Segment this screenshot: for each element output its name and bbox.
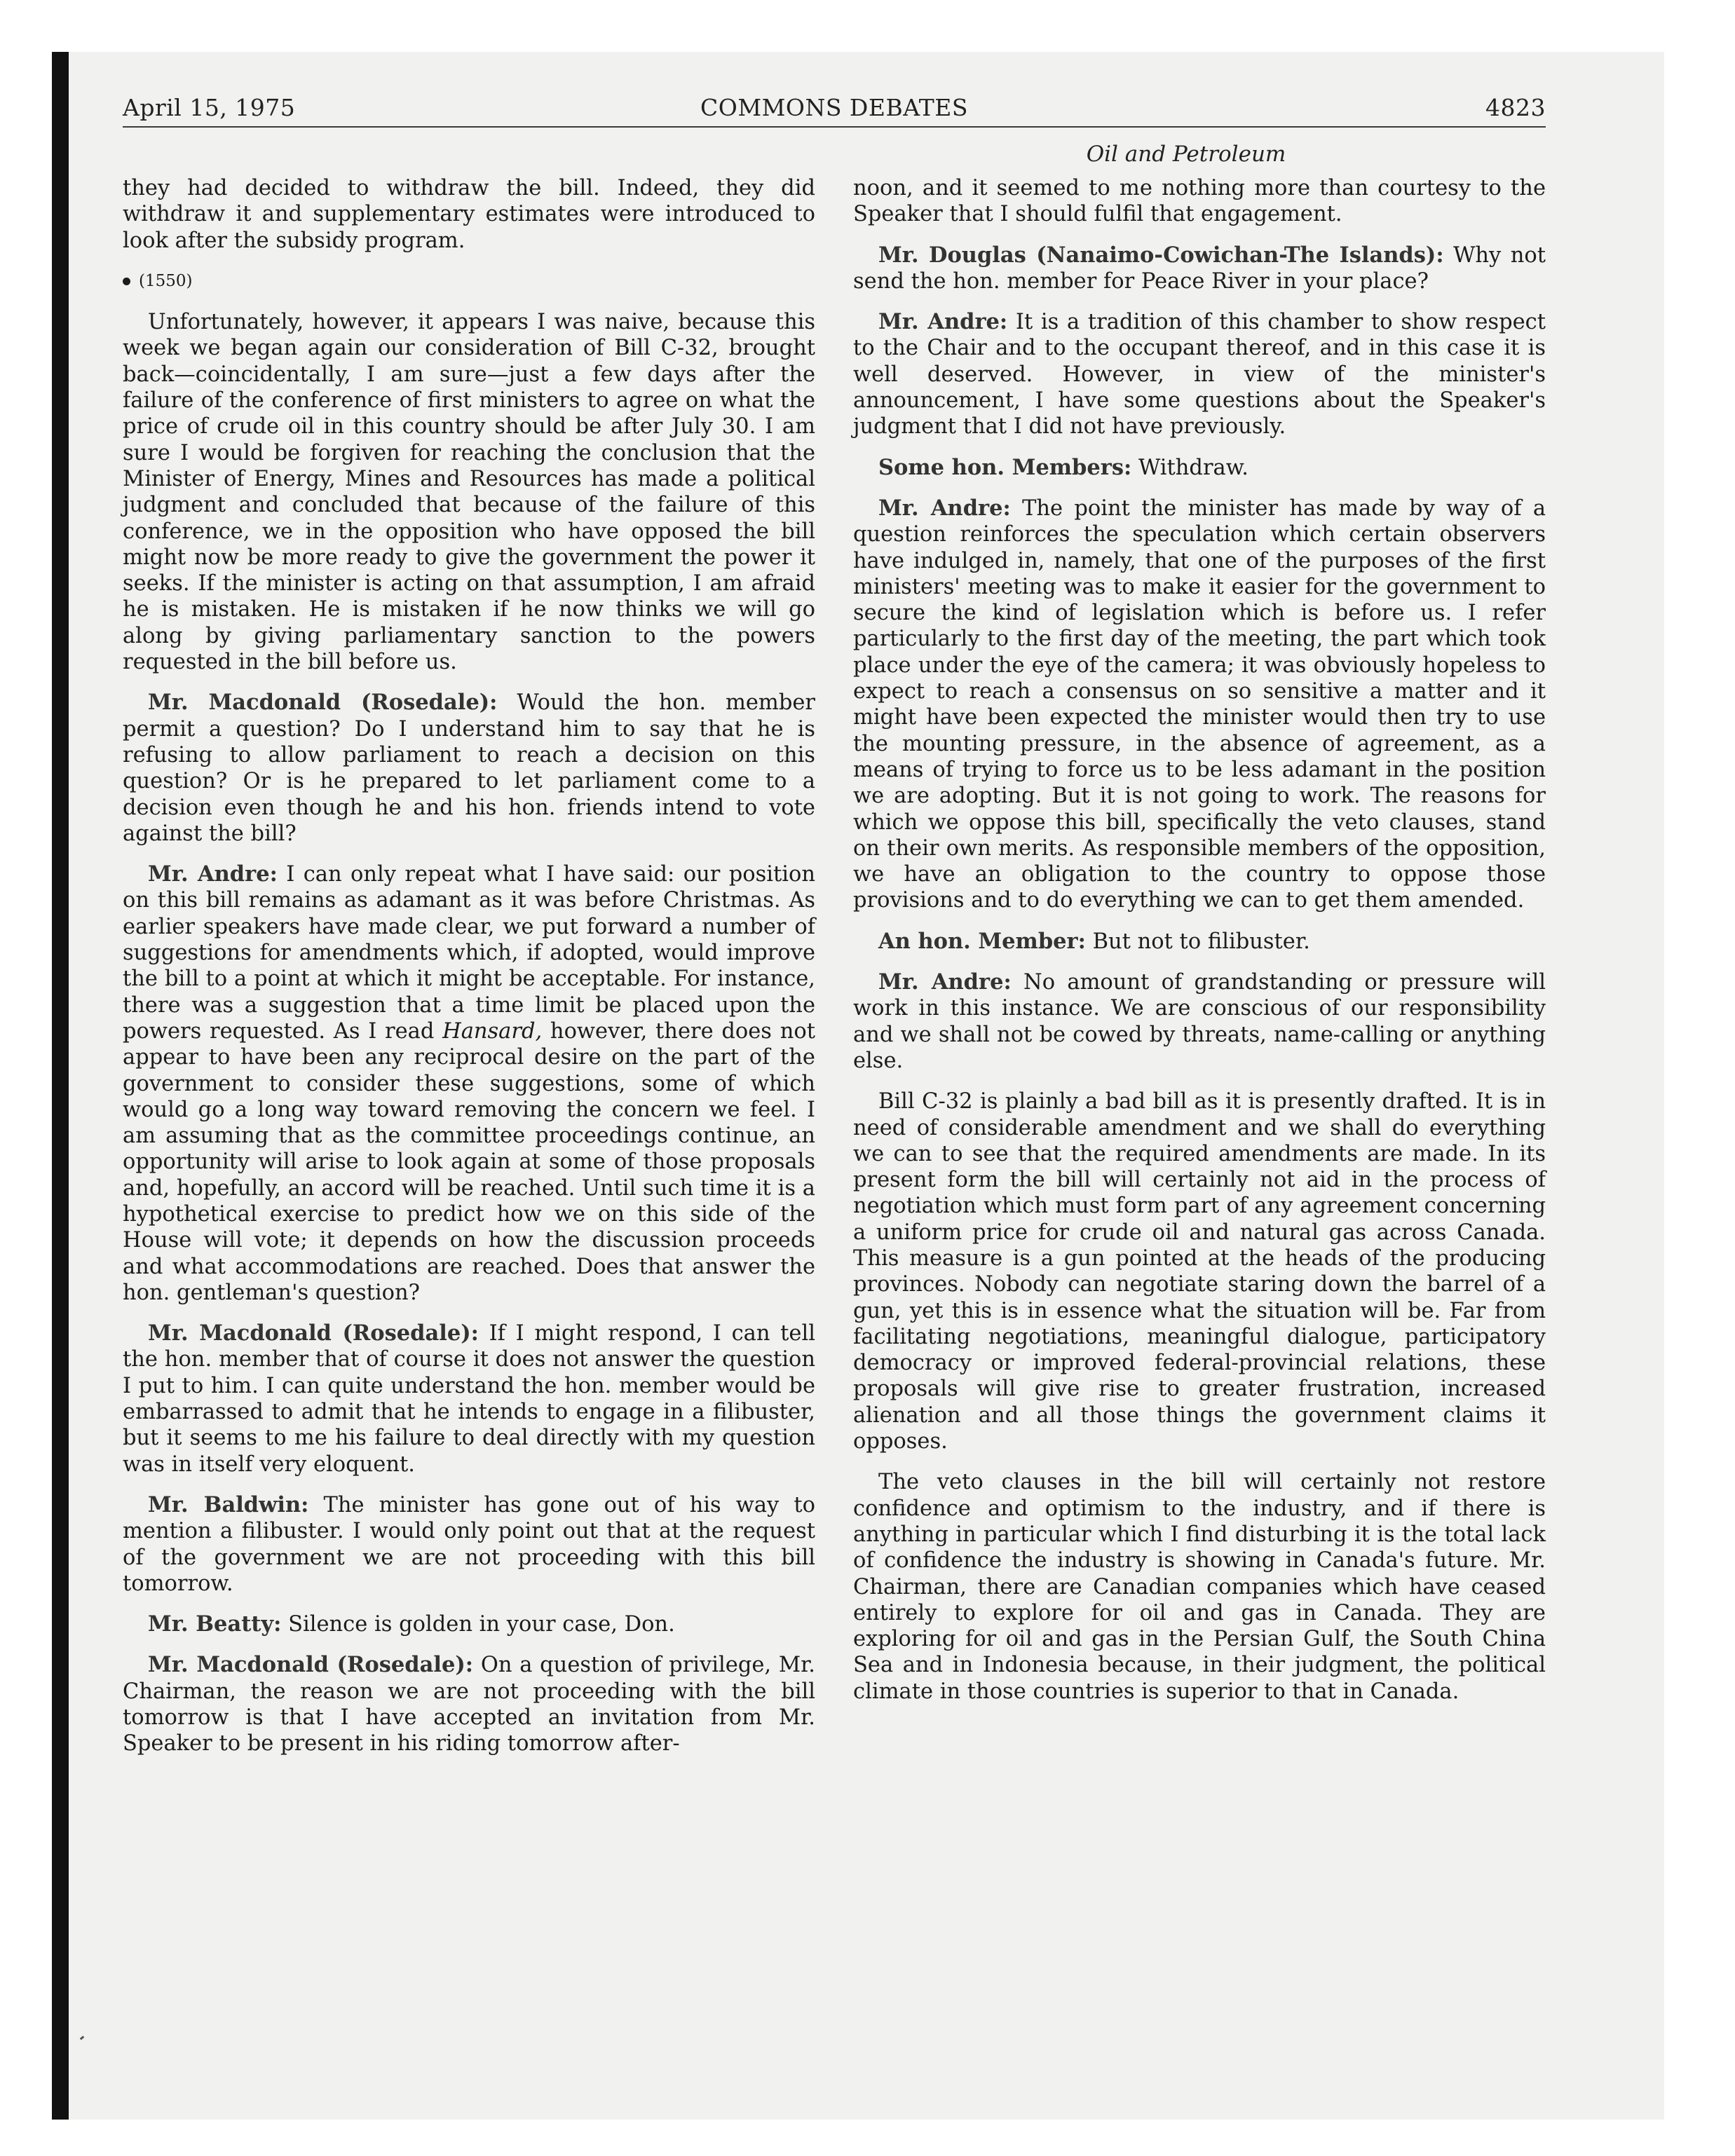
speaker-name: Mr. Macdonald (Rosedale): [148,1652,474,1678]
speech-text: Silence is golden in your case, Don. [288,1612,675,1637]
speech [123,1611,815,1637]
speaker-name: Mr. Macdonald (Rosedale): [148,1321,479,1346]
speaker-name: Mr. Andre: [878,309,1008,335]
speech-text: On a question of privilege, Mr. Chairman, the reason we are not proceeding with the bill tomorrow is that I have accepted an invitation from Mr. Speaker to be present in his riding tomorrow after- [123,1653,815,1756]
paragraph [853,1089,1546,1454]
speech [123,1321,815,1478]
speaker-name: Mr. Andre: [878,969,1012,995]
timestamp [123,268,815,294]
header-page-number: 4823 [1485,94,1546,121]
running-head [123,91,1546,128]
paragraph-text: Unfortunately, however, it appears I was naive, because this week we began again our consideration of Bill C-32, brought back—coincidentally, I am sure—just a few days after the failure of the conference of first ministers to agree on what the price of crude oil in this country should be after July 30. I am sure I would be forgiven for reaching the conclusion that the Minister of Energy, Mines and Resources has made a political judgment and concluded that because of the failure of this conference, we in the opposition who have opposed the bill might now be more ready to give the government the power it seeks. If the minister is acting on that assumption, I am afraid he is mistaken. He is mistaken if he now thinks we will go along by giving parliamentary sanction to the powers requested in the bill before us. [123,310,815,675]
scan-edge-shadow [52,52,69,2120]
speech [123,861,815,1306]
speech [853,969,1546,1074]
speech-text: But not to filibuster. [1092,929,1310,954]
left-column [123,175,815,1772]
speaker-name: Mr. Macdonald (Rosedale): [148,690,498,716]
speech [123,1492,815,1597]
speaker-name: Mr. Andre: [878,495,1011,521]
speech-text: Withdraw. [1138,455,1248,480]
speech [853,496,1546,914]
header-title: COMMONS DEBATES [700,94,968,121]
paragraph [853,175,1546,228]
speech [853,309,1546,439]
header-date: April 15, 1975 [123,94,296,121]
hansard-italic: Hansard, [442,1018,543,1044]
speech-text: It is a tradition of this chamber to show respect to the Chair and to the occupant thereof, and in this case it is well deserved. However, in view of the minister's announcement, I have some questions about the Speaker's judgment that I did not have previously. [853,310,1546,439]
paragraph-text: The veto clauses in the bill will certainly not restore confidence and optimism to the industry, and if there is anything in particular which I find disturbing it is the total lack of confidence the industry is showing in Canada's future. Mr. Chairman, there are Canadian companies which have ceased entirely to explore for oil and gas in Canada. They are exploring for oil and gas in the Persian Gulf, the South China Sea and in Indonesia because, in their judgment, the political climate in those countries is superior to that in Canada. [853,1470,1546,1704]
paragraph-text: they had decided to withdraw the bill. Indeed, they did withdraw it and supplementary estimates were introduced to look after the subsidy program. [123,176,815,253]
paragraph-text: Bill C-32 is plainly a bad bill as it is presently drafted. It is in need of considerable amendment and we shall do everything we can to see that the required amendments are made. In its present form the bill will certainly not aid in the process of negotiation which must form part of any agreement concerning a uniform price for crude oil and natural gas across Canada. This measure is a gun pointed at the heads of the producing provinces. Nobody can negotiate staring down the barrel of a gun, yet this is in essence what the situation will be. Far from facilitating negotiations, meaningful dialogue, participatory democracy or improved federal-provincial relations, these proposals will give rise to greater frustration, increased alienation and all those things the government claims it opposes. [853,1089,1546,1454]
speaker-name: An hon. Member: [878,928,1086,954]
speaker-name: Some hon. Members: [878,454,1132,480]
speech [853,929,1546,955]
timestamp-text: (1550) [139,271,193,290]
speech-text: The point the minister has made by way of a question reinforces the speculation which certain observers have indulged in, namely, that one of the purposes of the first ministers' meeting was to make it easier for the government to secure the kind of legislation which is before us. I refer particularly to the first day of the meeting, the part which took place under the eye of the camera; it was obviously hopeless to expect to reach a consensus on so sensitive a matter and it might have been expected the minister would then try to use the mounting pressure, in the absence of agreement, as a means of trying to force us to be less adamant in the position we are adopting. But it is not going to work. The reasons for which we oppose this bill, specifically the veto clauses, stand on their own merits. As responsible members of the opposition, we have an obligation to the country to oppose those provisions and to do everything we can to get them amended. [853,496,1546,913]
paragraph [853,1469,1546,1705]
speech-text: however, there does not appear to have been any reciprocal desire on the part of the government to consider these suggestions, some of which would go a long way toward removing the concern we feel. I am assuming that as the committee proceedings continue, an opportunity will arise to look again at some of those proposals and, hopefully, an accord will be reached. Until such time it is a hypothetical exercise to predict how we on this side of the House will vote; it depends on how the discussion proceeds and what accommodations are reached. Does that answer the hon. gentleman's question? [123,1018,815,1305]
speech-text: If I might respond, I can tell the hon. member that of course it does not answer the question I put to him. I can quite understand the hon. member would be embarrassed to admit that he intends to engage in a filibuster, but it seems to me his failure to deal directly with my question was in itself very eloquent. [123,1321,815,1477]
paragraph [123,175,815,254]
speaker-name: Mr. Andre: [148,861,278,887]
speech [853,243,1546,295]
speech-text: Would the hon. member permit a question? Do I understand him to say that he is refusing to allow parliament to reach a decision on this question? Or is he prepared to let parliament come to a decision even though he and his hon. friends intend to vote against the bill? [123,690,815,846]
right-column [853,175,1546,1719]
speech-text: Why not send the hon. member for Peace River in your place? [853,243,1546,294]
speech [123,690,815,847]
speech-text: The minister has gone out of his way to mention a filibuster. I would only point out that at the request of the government we are not proceeding with this bill tomorrow. [123,1492,815,1596]
speech [123,1652,815,1756]
speech-text: I can only repeat what I have said: our position on this bill remains as adamant as it was before Christmas. As earlier speakers have made clear, we put forward a number of suggestions for amendments which, if adopted, would improve the bill to a point at which it might be acceptable. For instance, there was a suggestion that a time limit be placed upon the powers requested. As I read [123,862,815,1044]
speaker-name: Mr. Beatty: [148,1611,282,1637]
bullet-icon [123,278,130,285]
speech-text: No amount of grandstanding or pressure will work in this instance. We are conscious of our responsibility and we shall not be cowed by threats, name-calling or anything else. [853,970,1546,1073]
paragraph [123,309,815,675]
speaker-name: Mr. Douglas (Nanaimo-Cowichan-The Islands): [878,242,1444,268]
paragraph-text: noon, and it seemed to me nothing more than courtesy to the Speaker that I should fulfil that engagement. [853,176,1546,227]
speech [853,455,1546,481]
subject-heading: Oil and Petroleum [1086,142,1286,167]
speaker-name: Mr. Baldwin: [148,1492,309,1517]
